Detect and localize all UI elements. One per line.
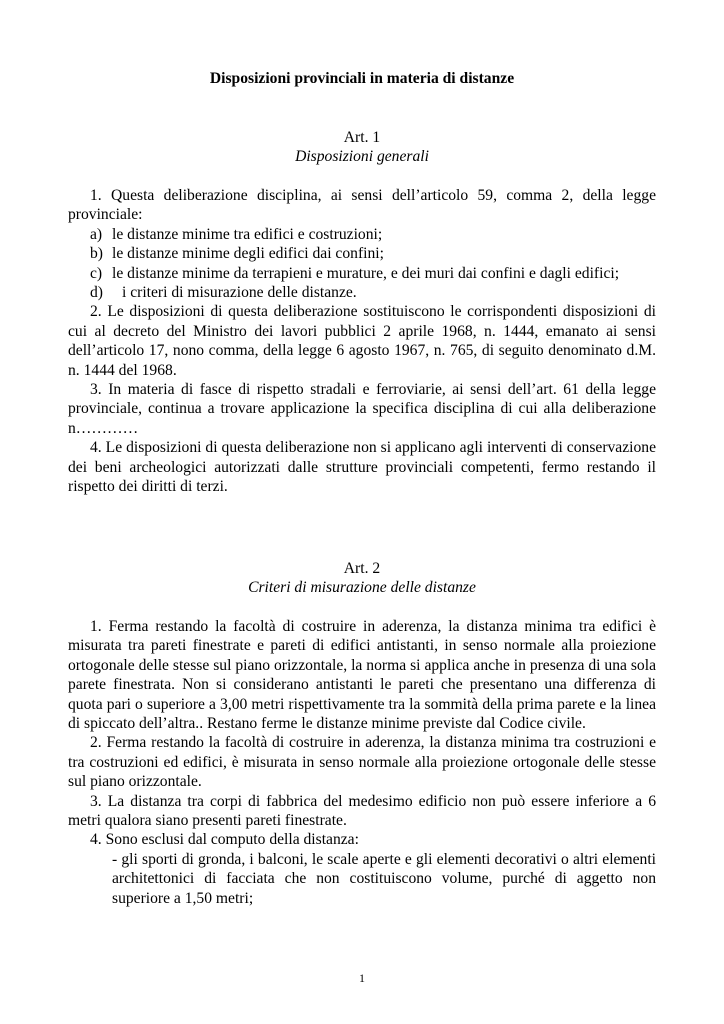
article-1-list — [68, 225, 656, 303]
list-item — [68, 264, 656, 283]
list-item-label: b) — [90, 245, 103, 263]
article-2-header — [68, 559, 656, 598]
article-1-paragraph-3: 3. In materia di fasce di rispetto stradali e ferroviarie, ai sensi dell’art. 61 della legge provinciale, continua a trovare applicazione la specifica disciplina di cui alla deliberazione n………… — [68, 381, 656, 437]
article-1-header — [68, 128, 656, 167]
list-item — [68, 225, 656, 244]
article-2-paragraph-1: 1. Ferma restando la facoltà di costruire in aderenza, la distanza minima tra edifici è misurata tra pareti finestrate e pareti di edifici antistanti, in senso normale alla proiezione ortogonale delle stesse sul piano orizzontale, la norma si applica anche in presenza di una sola parete finestrata. Non si considerano antistanti le pareti che presentano una differenza di quota pari o superiore a 3,00 metri rispettivamente tra la sommità della prima parete e la linea di spiccato dell’altra.. Restano ferme le distanze minime previste dal Codice civile. — [68, 618, 656, 733]
article-2-dash-item: - gli sporti di gronda, i balconi, le scale aperte e gli elementi decorativi o altri elementi architettonici di facciata che non costituiscono volume, purché di aggetto non superiore a 1,50 metri; — [112, 850, 656, 907]
list-item-text: i criteri di misurazione delle distanze. — [122, 284, 357, 302]
article-2-number: Art. 2 — [343, 560, 381, 577]
article-2-heading: Criteri di misurazione delle distanze — [248, 579, 476, 597]
article-1-number: Art. 1 — [343, 129, 381, 146]
article-1-paragraph-1: 1. Questa deliberazione disciplina, ai sensi dell’articolo 59, comma 2, della legge provinciale: — [68, 187, 656, 224]
list-item-label: a) — [90, 225, 103, 243]
article-1-body — [68, 186, 656, 497]
article-1-paragraph-2: 2. Le disposizioni di questa deliberazione sostituiscono le corrispondenti disposizioni di cui al decreto del Ministro dei lavori pubblici 2 aprile 1968, n. 1444, emanato ai sensi dell’articolo 17, nono comma, della legge 6 agosto 1967, n. 765, di seguito denominato d.M. n. 1444 del 1968. — [68, 303, 656, 379]
article-2-paragraph-3: 3. La distanza tra corpi di fabbrica del medesimo edificio non può essere inferiore a 6 metri qualora siano presenti pareti finestrate. — [68, 792, 656, 830]
list-item-text: le distanze minime tra edifici e costruzioni; — [112, 225, 383, 243]
list-item — [68, 283, 656, 302]
page-number: 1 — [359, 971, 365, 985]
article-1-paragraph-4: 4. Le disposizioni di questa deliberazione non si applicano agli interventi di conservazione dei beni archeologici autorizzati dalle strutture provinciali competenti, fermo restando il rispetto dei diritti di terzi. — [68, 439, 656, 496]
list-item — [68, 244, 656, 263]
article-2-paragraph-2: 2. Ferma restando la facoltà di costruire in aderenza, la distanza minima tra costruzioni e tra costruzioni ed edifici, è misurata in senso normale alla proiezione ortogonale delle stesse sul piano orizzontale. — [68, 734, 656, 791]
list-item-text: le distanze minime da terrapieni e murature, e dei muri dai confini e dagli edifici; — [112, 264, 620, 282]
list-item-label: d) — [90, 284, 103, 302]
list-item-label: c) — [90, 264, 103, 282]
article-1-heading: Disposizioni generali — [295, 148, 429, 166]
document-title: Disposizioni provinciali in materia di distanze — [209, 70, 515, 87]
list-item-text: le distanze minime degli edifici dai confini; — [112, 245, 384, 263]
article-2-body — [68, 617, 656, 908]
article-2-paragraph-4: 4. Sono esclusi dal computo della distanza: — [90, 831, 359, 849]
